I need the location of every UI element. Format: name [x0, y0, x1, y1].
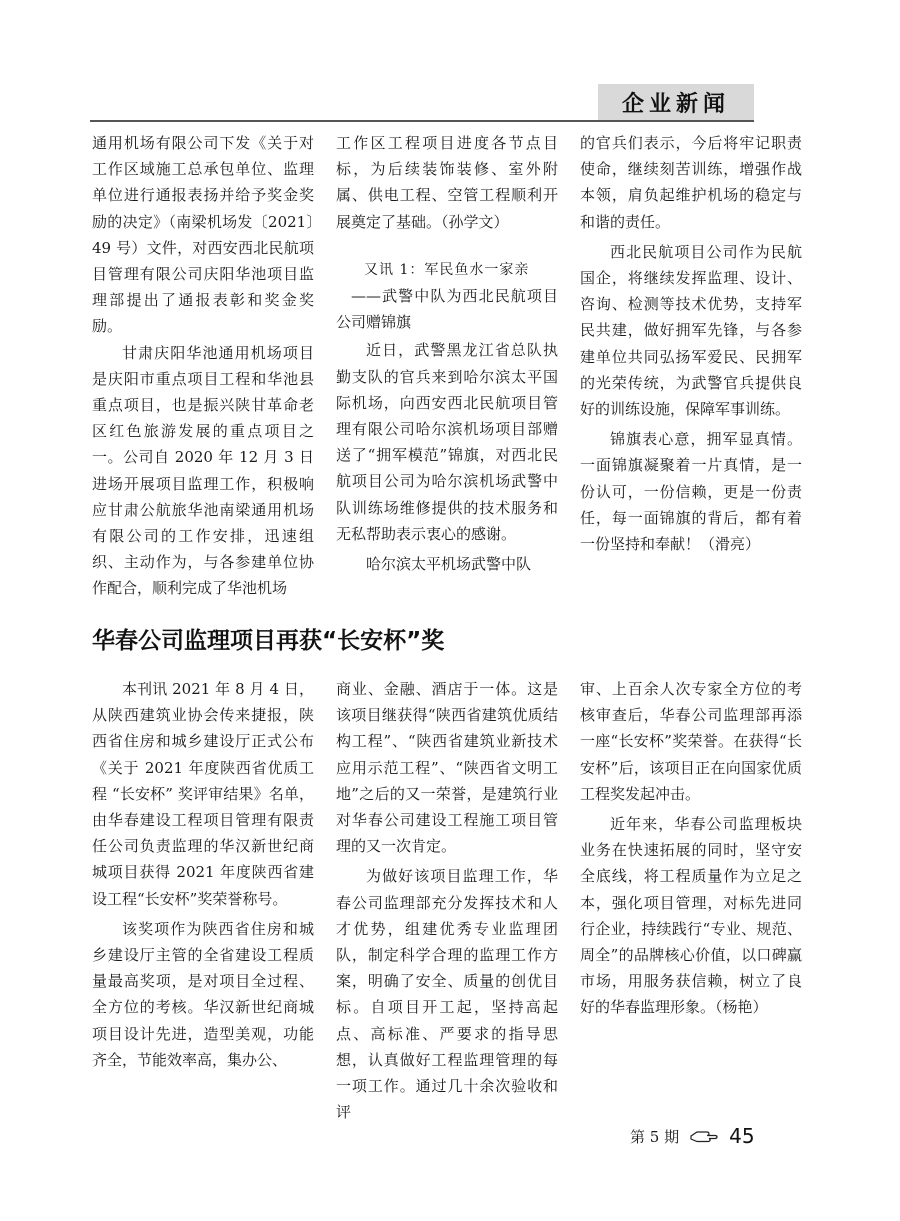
top-column-3 — [580, 130, 802, 557]
sub-news-title: 又讯 1：军民鱼水一家亲 — [364, 261, 530, 278]
paragraph: 锦旗表心意，拥军显真情。一面锦旗凝聚着一片真情，是一份认可，一份信赖，更是一份责任，每一面锦旗的背后，都有着一份坚持和奉献！（滑亮） — [580, 430, 802, 554]
paragraph: 甘肃庆阳华池通用机场项目是庆阳市重点项目工程和华池县重点项目，也是振兴陕甘革命老区红色旅游发展的重点项目之一。公司自 2020 年 12 月 3 日进场开展项目监理工作，积极响应甘肃公航旅华池南梁通用机场有限公司的工作安排，迅速组织、主动作为，与各参建单位协作配合，顺利完成了华池机场 — [92, 343, 314, 598]
top-column-2 — [336, 130, 558, 577]
article-headline: 华春公司监理项目再获“长安杯”奖 — [92, 628, 445, 654]
paragraph: 近年来，华春公司监理板块业务在快速拓展的同时，坚守安全底线，将工程质量作为立足之本，强化项目管理，对标先进同行企业，持续践行“专业、规范、周全”的品牌核心价值，以口碑赢市场，用服务获信赖，树立了良好的华春监理形象。（杨艳） — [580, 815, 802, 1017]
page-number: 45 — [729, 1124, 755, 1148]
page-footer — [630, 1124, 755, 1148]
paragraph: 审、上百余人次专家全方位的考核审查后，华春公司监理部再添一座“长安杯”奖荣誉。在获得“长安杯”后，该项目正在向国家优质工程奖发起冲击。 — [580, 680, 802, 803]
paragraph: 该奖项作为陕西省住房和城乡建设厅主管的全省建设工程质量最高奖项，是对项目全过程、全方位的考核。华汉新世纪商城项目设计先进，造型美观，功能齐全，节能效率高，集办公、 — [92, 919, 314, 1069]
section-divider — [90, 120, 754, 122]
paragraph: 为做好该项目监理工作，华春公司监理部充分发挥技术和人才优势，组建优秀专业监理团队，制定科学合理的监理工作方案，明确了安全、质量的创优目标。自项目开工起，坚持高起点、高标准、严要求的指导思想，认真做好工程监理管理的每一项工作。通过几十余次验收和评 — [336, 867, 558, 1122]
paragraph: 近日，武警黑龙江省总队执勤支队的官兵来到哈尔滨太平国际机场，向西安西北民航项目管理有限公司哈尔滨机场项目部赠送了“拥军模范”锦旗，对西北民航项目公司为哈尔滨机场武警中队训练场维修提供的技术服务和无私帮助表示衷心的感谢。 — [336, 341, 558, 543]
section-label: 企业新闻 — [621, 91, 730, 117]
paragraph: 西北民航项目公司作为民航国企，将继续发挥监理、设计、咨询、检测等技术优势，支持军民共建，做好拥军先锋，与各参建单位共同弘扬军爱民、民拥军的光荣传统，为武警官兵提供良好的训练设施，保障军事训练。 — [580, 242, 802, 419]
issue-number: 第 5 期 — [630, 1127, 680, 1146]
paragraph: 哈尔滨太平机场武警中队 — [366, 555, 532, 574]
article-column-2 — [336, 676, 558, 1125]
pointing-hand-icon — [689, 1127, 719, 1145]
sub-news-subtitle: ——武警中队为西北民航项目公司赠锦旗 — [336, 287, 558, 332]
paragraph: 的官兵们表示，今后将牢记职责使命，继续刻苦训练，增强作战本领，肩负起维护机场的稳定与和谐的责任。 — [580, 134, 802, 231]
paragraph: 商业、金融、酒店于一体。这是该项目继获得“陕西省建筑优质结构工程”、“陕西省建筑业新技术应用示范工程”、“陕西省文明工地”之后的又一荣誉，是建筑行业对华春公司建设工程施工项目管理的又一次肯定。 — [336, 680, 558, 856]
top-column-1 — [92, 130, 314, 602]
article-column-1 — [92, 676, 314, 1073]
paragraph: 通用机场有限公司下发《关于对工作区域施工总承包单位、监理单位进行通报表扬并给予奖金奖励的决定》（南梁机场发〔2021〕49 号）文件，对西安西北民航项目管理有限公司庆阳华池项目监理部提出了通报表彰和奖金奖励。 — [92, 134, 314, 336]
article-column-3 — [580, 676, 802, 1021]
paragraph: 工作区工程项目进度各节点目标，为后续装饰装修、室外附属、供电工程、空管工程顺利开展奠定了基础。（孙学文） — [336, 134, 558, 231]
paragraph: 本刊讯 2021 年 8 月 4 日，从陕西建筑业协会传来捷报，陕西省住房和城乡建设厅正式公布《关于 2021 年度陕西省优质工程 “长安杯” 奖评审结果》名单，由华春建设工程项目管理有限责任公司负责监理的华汉新世纪商城项目获得 2021 年度陕西省建设工程“长安杯”奖荣誉称号。 — [92, 680, 314, 908]
section-tag — [598, 84, 754, 120]
